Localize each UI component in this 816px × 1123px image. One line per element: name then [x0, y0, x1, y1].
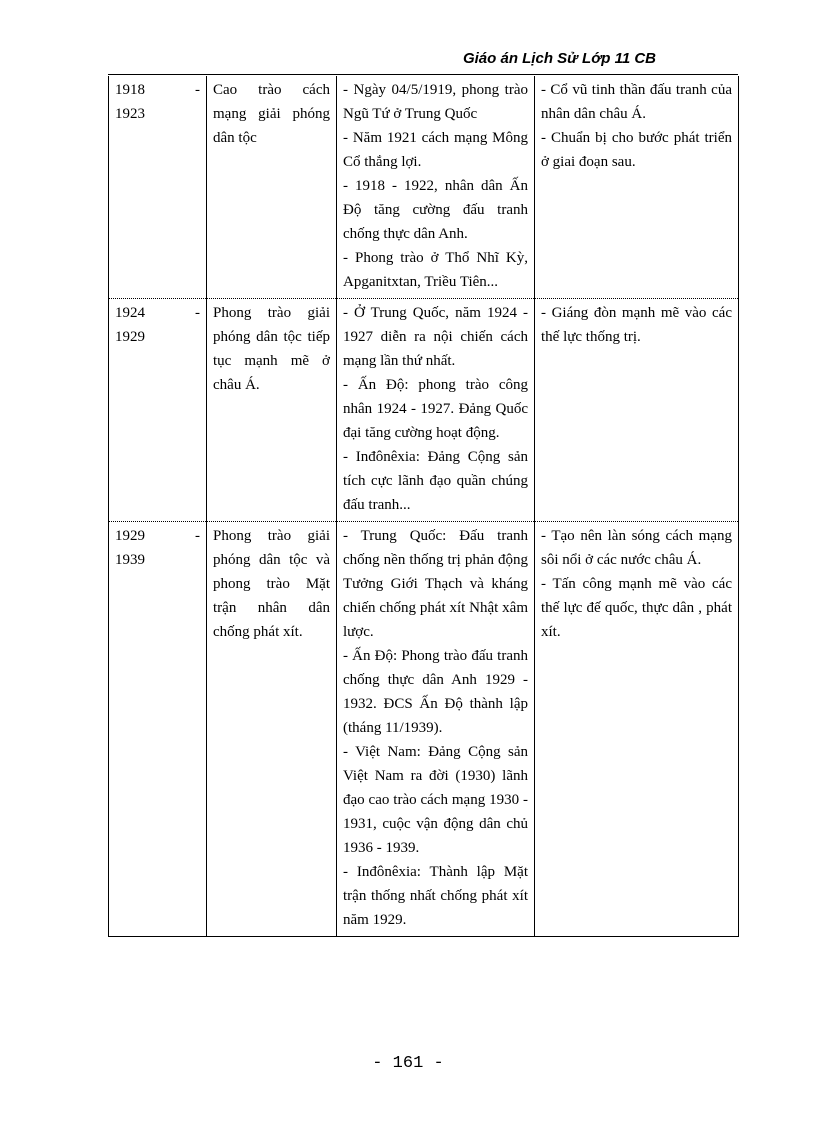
history-table	[108, 76, 739, 937]
period-end: 1929	[115, 329, 145, 345]
period-end: 1939	[115, 552, 145, 568]
event-item: - Ấn Độ: phong trào công nhân 1924 - 1927. Đảng Quốc đại tăng cường hoạt động.	[343, 377, 528, 441]
event-item: - Ấn Độ: Phong trào đấu tranh chống thực dân Anh 1929 - 1932. ĐCS Ấn Độ thành lập (tháng 11/1939).	[343, 648, 528, 736]
period-start: 1929	[115, 528, 145, 544]
event-item: - Ở Trung Quốc, năm 1924 - 1927 diễn ra nội chiến cách mạng lần thứ nhất.	[343, 305, 528, 369]
period-start: 1918	[115, 82, 145, 98]
event-item: - Việt Nam: Đảng Cộng sản Việt Nam ra đời (1930) lãnh đạo cao trào cách mạng 1930 - 1931, cuộc vận động dân chủ 1936 - 1939.	[343, 744, 528, 856]
events-cell	[337, 522, 535, 937]
event-item: - Trung Quốc: Đấu tranh chống nền thống trị phản động Tưởng Giới Thạch và kháng chiến chống phát xít Nhật xâm lược.	[343, 528, 528, 640]
event-item: - Inđônêxia: Thành lập Mặt trận thống nhất chống phát xít năm 1929.	[343, 864, 528, 928]
significance-item: - Chuẩn bị cho bước phát triển ở giai đoạn sau.	[541, 130, 732, 170]
event-item: - Năm 1921 cách mạng Mông Cổ thắng lợi.	[343, 130, 528, 170]
significance-item: - Tấn công mạnh mẽ vào các thế lực đế quốc, thực dân , phát xít.	[541, 576, 732, 640]
period-cell	[109, 299, 207, 522]
movement-cell: Phong trào giải phóng dân tộc và phong trào Mặt trận nhân dân chống phát xít.	[207, 522, 337, 937]
movement-cell: Cao trào cách mạng giải phóng dân tộc	[207, 76, 337, 299]
period-dash: -	[195, 305, 200, 321]
significance-item: - Tạo nên làn sóng cách mạng sôi nổi ở các nước châu Á.	[541, 528, 732, 568]
event-item: - Ngày 04/5/1919, phong trào Ngũ Tứ ở Trung Quốc	[343, 82, 528, 122]
period-start: 1924	[115, 305, 145, 321]
significance-item: - Cổ vũ tinh thần đấu tranh của nhân dân châu Á.	[541, 82, 732, 122]
table-row	[109, 76, 739, 299]
event-item: - 1918 - 1922, nhân dân Ấn Độ tăng cường đấu tranh chống thực dân Anh.	[343, 178, 528, 242]
movement-cell: Phong trào giải phóng dân tộc tiếp tục mạnh mẽ ở châu Á.	[207, 299, 337, 522]
significance-cell	[535, 522, 739, 937]
period-end: 1923	[115, 106, 145, 122]
period-dash: -	[195, 82, 200, 98]
significance-cell	[535, 299, 739, 522]
table-row	[109, 522, 739, 937]
period-cell	[109, 76, 207, 299]
page-number: - 161 -	[372, 1054, 444, 1073]
event-item: - Phong trào ở Thổ Nhĩ Kỳ, Apganitxtan, Triều Tiên...	[343, 250, 528, 290]
events-cell	[337, 76, 535, 299]
significance-cell	[535, 76, 739, 299]
event-item: - Inđônêxia: Đảng Cộng sản tích cực lãnh đạo quần chúng đấu tranh...	[343, 449, 528, 513]
table-row	[109, 299, 739, 522]
page-header-title: Giáo án Lịch Sử Lớp 11 CB	[462, 50, 656, 67]
header-rule	[108, 74, 738, 75]
period-cell	[109, 522, 207, 937]
significance-item: - Giáng đòn mạnh mẽ vào các thế lực thống trị.	[541, 305, 732, 345]
period-dash: -	[195, 528, 200, 544]
events-cell	[337, 299, 535, 522]
